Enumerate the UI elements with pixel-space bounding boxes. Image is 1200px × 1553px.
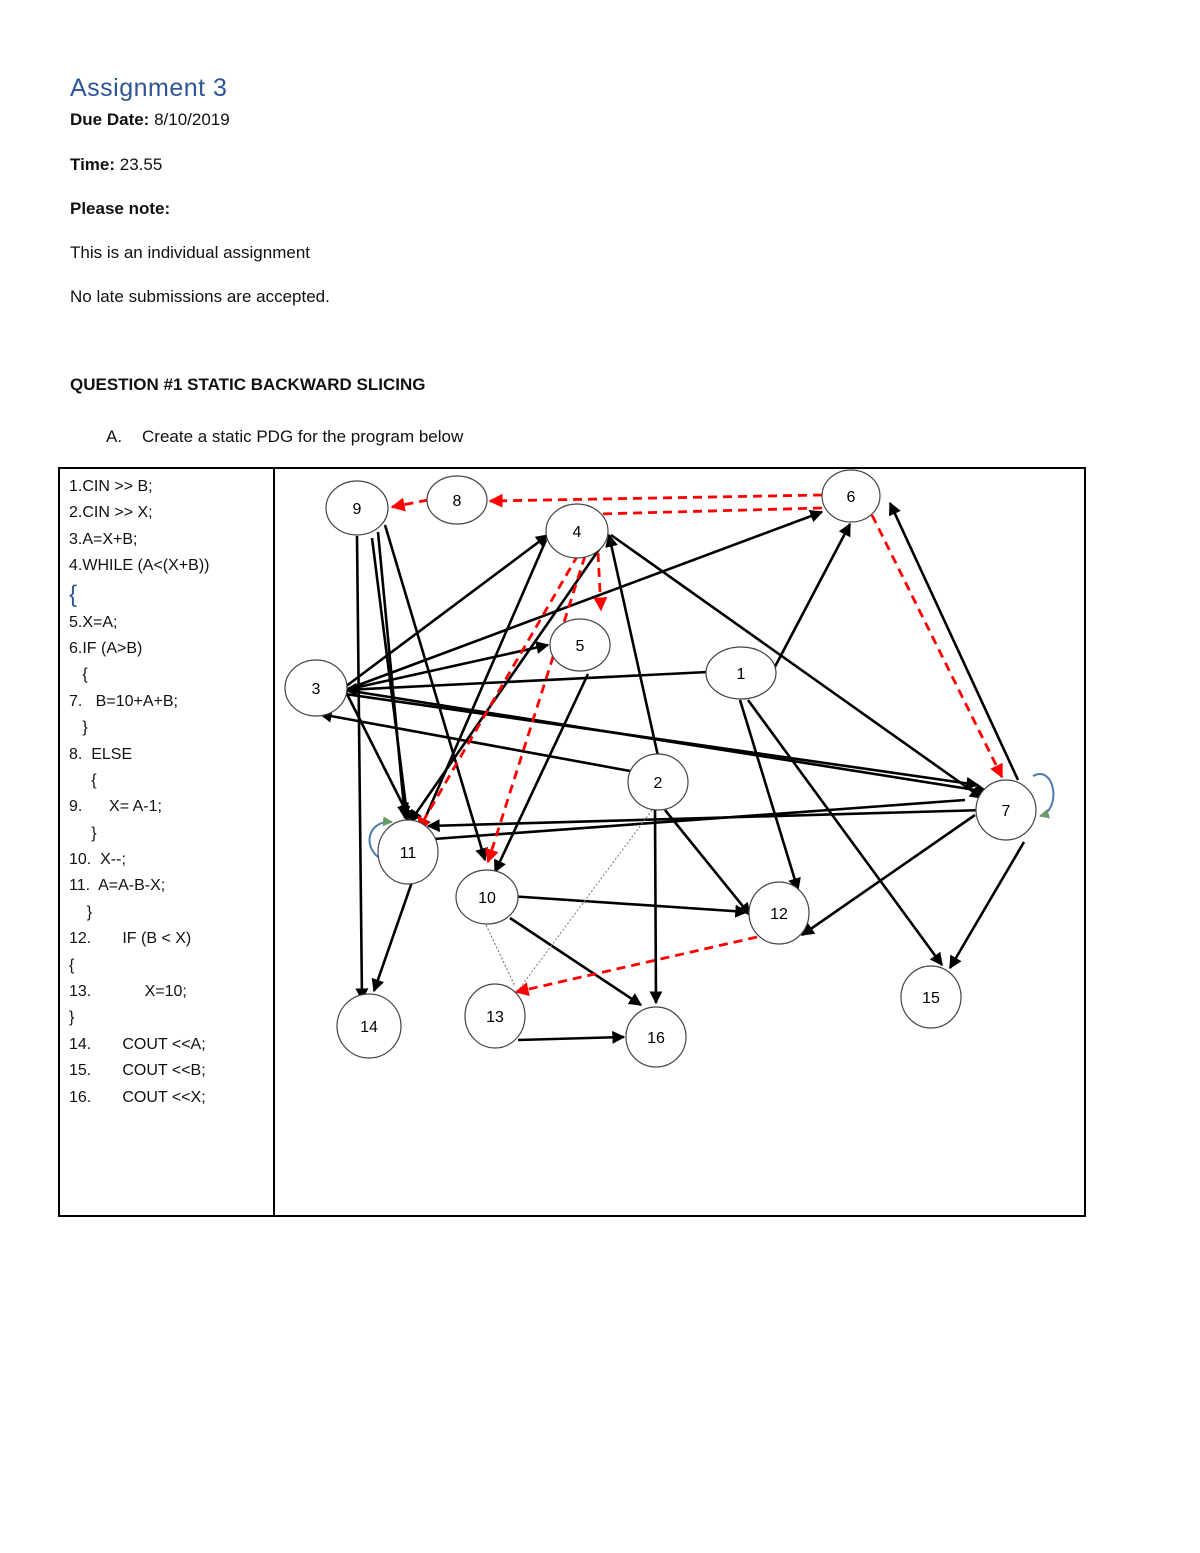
- code-line: }: [69, 719, 88, 737]
- code-line: 10. X--;: [69, 851, 126, 869]
- code-line: {: [69, 956, 75, 974]
- code-line: {: [69, 666, 88, 684]
- code-line: {: [69, 580, 78, 608]
- code-line: 11. A=A-B-X;: [69, 877, 166, 895]
- code-line: {: [69, 771, 97, 789]
- code-line: 4.WHILE (A<(X+B)): [69, 557, 210, 575]
- solid-edge: [357, 536, 362, 1000]
- question-heading: QUESTION #1 STATIC BACKWARD SLICING: [70, 375, 426, 394]
- graph-node-label: 9: [352, 501, 362, 518]
- code-line: }: [69, 903, 93, 921]
- code-line: 9. X= A-1;: [69, 798, 162, 816]
- code-line: 7. B=10+A+B;: [69, 692, 178, 710]
- code-line: 2.CIN >> X;: [69, 504, 153, 522]
- dashed-edge: [872, 515, 1002, 777]
- graph-node-label: 12: [770, 906, 788, 923]
- note-individual: This is an individual assignment: [70, 243, 311, 262]
- solid-edge: [510, 918, 641, 1005]
- graph-node-label: 15: [922, 990, 940, 1007]
- solid-edge: [802, 815, 975, 935]
- dashed-edge: [392, 500, 428, 507]
- solid-edge: [890, 503, 1018, 780]
- code-line: 6.IF (A>B): [69, 639, 143, 657]
- time-label: Time:: [70, 155, 116, 174]
- graph-node-label: 8: [452, 493, 462, 510]
- due-date-value: 8/10/2019: [149, 110, 230, 129]
- graph-node-label: 3: [311, 681, 321, 698]
- dashed-edge: [598, 553, 601, 610]
- graph-node-label: 10: [478, 890, 496, 907]
- part-letter: A.: [106, 427, 123, 446]
- code-line: 16. COUT <<X;: [69, 1088, 206, 1106]
- dashed-edge: [490, 495, 822, 501]
- dashed-edge: [418, 555, 578, 830]
- graph-node-label: 4: [572, 524, 582, 541]
- code-line: 14. COUT <<A;: [69, 1035, 206, 1053]
- graph-node-label: 1: [736, 666, 746, 683]
- code-line: 3.A=X+B;: [69, 530, 138, 548]
- solid-edge: [495, 674, 588, 872]
- assignment-title: Assignment 3: [70, 74, 228, 102]
- graph-node-label: 13: [486, 1009, 504, 1026]
- solid-edge: [518, 1037, 624, 1040]
- due-date-label: Due Date:: [70, 110, 150, 129]
- code-line: 1.CIN >> B;: [69, 478, 153, 495]
- code-line: 12. IF (B < X): [69, 930, 192, 948]
- solid-edge: [345, 672, 708, 690]
- graph-node-label: 16: [647, 1030, 665, 1047]
- graph-node-label: 6: [846, 489, 856, 506]
- part-text: Create a static PDG for the program below: [142, 427, 464, 446]
- note-late: No late submissions are accepted.: [70, 287, 330, 306]
- code-line: 13. X=10;: [69, 983, 187, 1001]
- solid-edge: [768, 524, 850, 680]
- solid-edge: [609, 535, 658, 756]
- solid-edge: [509, 896, 747, 912]
- code-line: }: [69, 824, 97, 842]
- code-line: 5.X=A;: [69, 613, 118, 631]
- solid-edge: [374, 882, 412, 991]
- time-value: 23.55: [115, 155, 163, 174]
- graph-node-label: 7: [1001, 803, 1011, 820]
- thin-edge: [486, 925, 515, 986]
- solid-edge: [320, 714, 630, 771]
- solid-edge: [428, 810, 985, 826]
- code-line: 15. COUT <<B;: [69, 1062, 206, 1080]
- code-line: 8. ELSE: [69, 745, 133, 763]
- graph-node-label: 14: [360, 1019, 378, 1036]
- graph-node-label: 5: [575, 638, 585, 655]
- solid-edge: [950, 842, 1024, 968]
- please-note-label: Please note:: [70, 199, 171, 218]
- solid-edge: [665, 810, 750, 915]
- graph-node-label: 2: [653, 775, 663, 792]
- solid-edge: [385, 525, 485, 860]
- code-line: }: [69, 1009, 75, 1027]
- graph-node-label: 11: [399, 845, 417, 862]
